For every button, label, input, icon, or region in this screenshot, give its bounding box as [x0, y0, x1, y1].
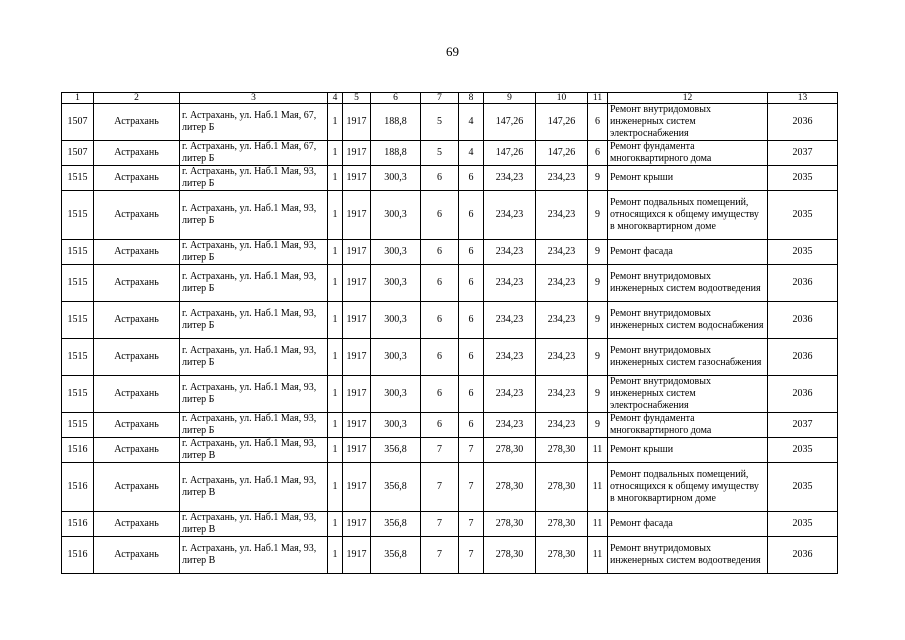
year-built-cell: 1917	[343, 265, 371, 302]
year-built-cell: 1917	[343, 339, 371, 376]
planned-year-cell: 2037	[768, 141, 838, 166]
total-area-cell: 188,8	[371, 104, 421, 141]
living-area-cell: 234,23	[484, 413, 536, 438]
year-built-cell: 1917	[343, 302, 371, 339]
total-area-cell: 188,8	[371, 141, 421, 166]
residents-count-cell: 6	[421, 265, 459, 302]
houses-count-cell: 1	[328, 166, 343, 191]
living-area-cell: 234,23	[484, 376, 536, 413]
total-area-cell: 300,3	[371, 166, 421, 191]
column-number-9: 9	[484, 93, 536, 104]
units-cell: 9	[588, 302, 608, 339]
houses-count-cell: 1	[328, 240, 343, 265]
living-area-private-cell: 278,30	[536, 512, 588, 537]
living-area-private-cell: 278,30	[536, 537, 588, 574]
living-area-private-cell: 147,26	[536, 141, 588, 166]
units-cell: 9	[588, 265, 608, 302]
residents-count-cell: 7	[421, 512, 459, 537]
units-cell: 6	[588, 141, 608, 166]
houses-count-cell: 1	[328, 104, 343, 141]
column-number-13: 13	[768, 93, 838, 104]
year-built-cell: 1917	[343, 463, 371, 512]
column-number-5: 5	[343, 93, 371, 104]
living-area-cell: 278,30	[484, 512, 536, 537]
table-row	[62, 376, 838, 413]
municipality-cell: Астрахань	[94, 413, 180, 438]
apartments-count-cell: 6	[459, 166, 484, 191]
year-built-cell: 1917	[343, 438, 371, 463]
living-area-cell: 234,23	[484, 339, 536, 376]
address-cell: г. Астрахань, ул. Наб.1 Мая, 93, литер В	[180, 537, 328, 574]
residents-count-cell: 5	[421, 104, 459, 141]
living-area-private-cell: 278,30	[536, 463, 588, 512]
year-built-cell: 1917	[343, 104, 371, 141]
planned-year-cell: 2037	[768, 413, 838, 438]
houses-count-cell: 1	[328, 512, 343, 537]
repair-work-cell: Ремонт крыши	[608, 438, 768, 463]
residents-count-cell: 6	[421, 413, 459, 438]
total-area-cell: 300,3	[371, 302, 421, 339]
residents-count-cell: 6	[421, 166, 459, 191]
repair-work-cell: Ремонт внутридомовых инженерных систем водоотведения	[608, 537, 768, 574]
living-area-cell: 278,30	[484, 438, 536, 463]
year-built-cell: 1917	[343, 141, 371, 166]
address-cell: г. Астрахань, ул. Наб.1 Мая, 93, литер Б	[180, 265, 328, 302]
record-id-cell: 1515	[62, 240, 94, 265]
units-cell: 9	[588, 191, 608, 240]
planned-year-cell: 2035	[768, 166, 838, 191]
total-area-cell: 356,8	[371, 463, 421, 512]
municipality-cell: Астрахань	[94, 141, 180, 166]
residents-count-cell: 7	[421, 463, 459, 512]
municipality-cell: Астрахань	[94, 191, 180, 240]
record-id-cell: 1516	[62, 512, 94, 537]
houses-count-cell: 1	[328, 537, 343, 574]
houses-count-cell: 1	[328, 339, 343, 376]
address-cell: г. Астрахань, ул. Наб.1 Мая, 67, литер Б	[180, 141, 328, 166]
apartments-count-cell: 4	[459, 141, 484, 166]
houses-count-cell: 1	[328, 191, 343, 240]
apartments-count-cell: 6	[459, 240, 484, 265]
units-cell: 11	[588, 463, 608, 512]
table-row	[62, 413, 838, 438]
table-row	[62, 537, 838, 574]
planned-year-cell: 2035	[768, 240, 838, 265]
planned-year-cell: 2036	[768, 537, 838, 574]
total-area-cell: 300,3	[371, 413, 421, 438]
units-cell: 9	[588, 376, 608, 413]
residents-count-cell: 5	[421, 141, 459, 166]
planned-year-cell: 2036	[768, 339, 838, 376]
table-row	[62, 512, 838, 537]
houses-count-cell: 1	[328, 376, 343, 413]
table-row	[62, 302, 838, 339]
column-number-10: 10	[536, 93, 588, 104]
living-area-cell: 278,30	[484, 463, 536, 512]
record-id-cell: 1516	[62, 537, 94, 574]
column-number-2: 2	[94, 93, 180, 104]
repair-work-cell: Ремонт внутридомовых инженерных систем электроснабжения	[608, 376, 768, 413]
living-area-private-cell: 234,23	[536, 302, 588, 339]
record-id-cell: 1515	[62, 339, 94, 376]
address-cell: г. Астрахань, ул. Наб.1 Мая, 93, литер Б	[180, 191, 328, 240]
living-area-private-cell: 234,23	[536, 265, 588, 302]
living-area-cell: 234,23	[484, 240, 536, 265]
houses-count-cell: 1	[328, 265, 343, 302]
municipality-cell: Астрахань	[94, 339, 180, 376]
living-area-cell: 147,26	[484, 104, 536, 141]
repair-work-cell: Ремонт фасада	[608, 512, 768, 537]
houses-count-cell: 1	[328, 438, 343, 463]
houses-count-cell: 1	[328, 141, 343, 166]
repair-work-cell: Ремонт подвальных помещений, относящихся к общему имуществу в многоквартирном доме	[608, 463, 768, 512]
table-row	[62, 265, 838, 302]
living-area-private-cell: 234,23	[536, 240, 588, 265]
year-built-cell: 1917	[343, 166, 371, 191]
repair-work-cell: Ремонт внутридомовых инженерных систем водоснабжения	[608, 302, 768, 339]
column-number-1: 1	[62, 93, 94, 104]
apartments-count-cell: 6	[459, 302, 484, 339]
housing-repair-table	[61, 92, 838, 574]
apartments-count-cell: 6	[459, 191, 484, 240]
record-id-cell: 1515	[62, 302, 94, 339]
table-row	[62, 339, 838, 376]
year-built-cell: 1917	[343, 537, 371, 574]
living-area-private-cell: 234,23	[536, 339, 588, 376]
planned-year-cell: 2035	[768, 191, 838, 240]
total-area-cell: 300,3	[371, 240, 421, 265]
repair-work-cell: Ремонт внутридомовых инженерных систем электроснабжения	[608, 104, 768, 141]
municipality-cell: Астрахань	[94, 265, 180, 302]
table-row	[62, 141, 838, 166]
residents-count-cell: 6	[421, 240, 459, 265]
year-built-cell: 1917	[343, 512, 371, 537]
total-area-cell: 300,3	[371, 191, 421, 240]
apartments-count-cell: 6	[459, 413, 484, 438]
living-area-cell: 278,30	[484, 537, 536, 574]
apartments-count-cell: 7	[459, 512, 484, 537]
living-area-private-cell: 234,23	[536, 413, 588, 438]
units-cell: 9	[588, 413, 608, 438]
year-built-cell: 1917	[343, 191, 371, 240]
column-number-8: 8	[459, 93, 484, 104]
address-cell: г. Астрахань, ул. Наб.1 Мая, 93, литер В	[180, 463, 328, 512]
living-area-cell: 147,26	[484, 141, 536, 166]
total-area-cell: 356,8	[371, 537, 421, 574]
residents-count-cell: 6	[421, 302, 459, 339]
address-cell: г. Астрахань, ул. Наб.1 Мая, 93, литер В	[180, 438, 328, 463]
living-area-cell: 234,23	[484, 191, 536, 240]
column-number-7: 7	[421, 93, 459, 104]
living-area-private-cell: 278,30	[536, 438, 588, 463]
units-cell: 11	[588, 438, 608, 463]
apartments-count-cell: 6	[459, 339, 484, 376]
units-cell: 6	[588, 104, 608, 141]
units-cell: 9	[588, 240, 608, 265]
apartments-count-cell: 7	[459, 463, 484, 512]
residents-count-cell: 6	[421, 191, 459, 240]
houses-count-cell: 1	[328, 463, 343, 512]
houses-count-cell: 1	[328, 302, 343, 339]
address-cell: г. Астрахань, ул. Наб.1 Мая, 93, литер Б	[180, 302, 328, 339]
address-cell: г. Астрахань, ул. Наб.1 Мая, 93, литер Б	[180, 413, 328, 438]
planned-year-cell: 2035	[768, 438, 838, 463]
municipality-cell: Астрахань	[94, 166, 180, 191]
address-cell: г. Астрахань, ул. Наб.1 Мая, 67, литер Б	[180, 104, 328, 141]
record-id-cell: 1507	[62, 104, 94, 141]
column-number-11: 11	[588, 93, 608, 104]
planned-year-cell: 2036	[768, 265, 838, 302]
apartments-count-cell: 4	[459, 104, 484, 141]
living-area-private-cell: 147,26	[536, 104, 588, 141]
total-area-cell: 300,3	[371, 265, 421, 302]
municipality-cell: Астрахань	[94, 438, 180, 463]
table-row	[62, 438, 838, 463]
table-row	[62, 191, 838, 240]
year-built-cell: 1917	[343, 376, 371, 413]
units-cell: 11	[588, 512, 608, 537]
living-area-private-cell: 234,23	[536, 376, 588, 413]
apartments-count-cell: 7	[459, 537, 484, 574]
municipality-cell: Астрахань	[94, 240, 180, 265]
record-id-cell: 1515	[62, 265, 94, 302]
total-area-cell: 356,8	[371, 512, 421, 537]
units-cell: 9	[588, 339, 608, 376]
record-id-cell: 1516	[62, 463, 94, 512]
municipality-cell: Астрахань	[94, 512, 180, 537]
page-number: 69	[446, 44, 459, 59]
living-area-cell: 234,23	[484, 265, 536, 302]
column-number-6: 6	[371, 93, 421, 104]
repair-work-cell: Ремонт внутридомовых инженерных систем водоотведения	[608, 265, 768, 302]
table-row	[62, 166, 838, 191]
municipality-cell: Астрахань	[94, 376, 180, 413]
planned-year-cell: 2035	[768, 463, 838, 512]
living-area-cell: 234,23	[484, 302, 536, 339]
residents-count-cell: 7	[421, 438, 459, 463]
living-area-private-cell: 234,23	[536, 191, 588, 240]
address-cell: г. Астрахань, ул. Наб.1 Мая, 93, литер В	[180, 512, 328, 537]
repair-work-cell: Ремонт фундамента многоквартирного дома	[608, 141, 768, 166]
planned-year-cell: 2036	[768, 104, 838, 141]
address-cell: г. Астрахань, ул. Наб.1 Мая, 93, литер Б	[180, 166, 328, 191]
units-cell: 11	[588, 537, 608, 574]
planned-year-cell: 2036	[768, 302, 838, 339]
record-id-cell: 1515	[62, 413, 94, 438]
table-row	[62, 463, 838, 512]
municipality-cell: Астрахань	[94, 463, 180, 512]
column-number-12: 12	[608, 93, 768, 104]
column-number-row	[62, 93, 838, 104]
planned-year-cell: 2035	[768, 512, 838, 537]
address-cell: г. Астрахань, ул. Наб.1 Мая, 93, литер Б	[180, 376, 328, 413]
year-built-cell: 1917	[343, 413, 371, 438]
record-id-cell: 1507	[62, 141, 94, 166]
repair-work-cell: Ремонт фундамента многоквартирного дома	[608, 413, 768, 438]
column-number-3: 3	[180, 93, 328, 104]
record-id-cell: 1515	[62, 166, 94, 191]
record-id-cell: 1515	[62, 376, 94, 413]
total-area-cell: 300,3	[371, 376, 421, 413]
table-row	[62, 240, 838, 265]
record-id-cell: 1516	[62, 438, 94, 463]
units-cell: 9	[588, 166, 608, 191]
living-area-private-cell: 234,23	[536, 166, 588, 191]
repair-work-cell: Ремонт внутридомовых инженерных систем газоснабжения	[608, 339, 768, 376]
residents-count-cell: 7	[421, 537, 459, 574]
living-area-cell: 234,23	[484, 166, 536, 191]
total-area-cell: 300,3	[371, 339, 421, 376]
year-built-cell: 1917	[343, 240, 371, 265]
residents-count-cell: 6	[421, 339, 459, 376]
repair-work-cell: Ремонт крыши	[608, 166, 768, 191]
record-id-cell: 1515	[62, 191, 94, 240]
address-cell: г. Астрахань, ул. Наб.1 Мая, 93, литер Б	[180, 339, 328, 376]
total-area-cell: 356,8	[371, 438, 421, 463]
repair-work-cell: Ремонт фасада	[608, 240, 768, 265]
address-cell: г. Астрахань, ул. Наб.1 Мая, 93, литер Б	[180, 240, 328, 265]
residents-count-cell: 6	[421, 376, 459, 413]
municipality-cell: Астрахань	[94, 104, 180, 141]
houses-count-cell: 1	[328, 413, 343, 438]
apartments-count-cell: 6	[459, 376, 484, 413]
municipality-cell: Астрахань	[94, 302, 180, 339]
planned-year-cell: 2036	[768, 376, 838, 413]
table-row	[62, 104, 838, 141]
apartments-count-cell: 7	[459, 438, 484, 463]
municipality-cell: Астрахань	[94, 537, 180, 574]
column-number-4: 4	[328, 93, 343, 104]
repair-work-cell: Ремонт подвальных помещений, относящихся к общему имуществу в многоквартирном доме	[608, 191, 768, 240]
apartments-count-cell: 6	[459, 265, 484, 302]
